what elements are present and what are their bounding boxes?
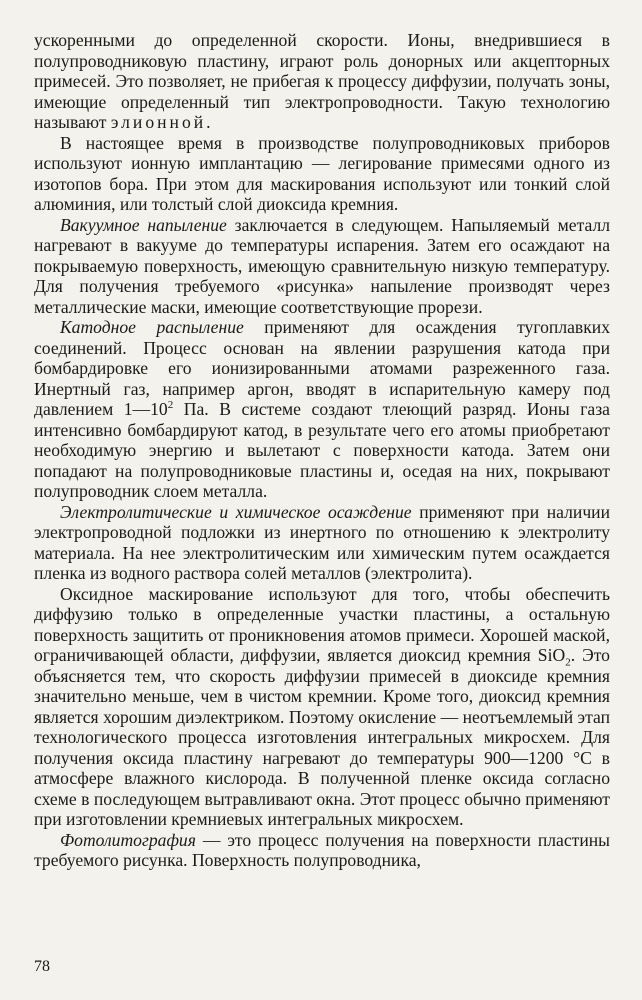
paragraph-2: В настоящее время в производстве полупроводниковых приборов используют ионную имплантацию — легирование примесями одного из изотопов бора. При этом для маскирования используют или тонкий слой алюминия, или толстый слой диоксида кремния. <box>34 132 610 214</box>
paragraph-cathode-sputtering: Катодное распыление применяют для осаждения тугоплавких соединений. Процесс основан на явлении разрушения катода при бомбардировке его ионизированными атомами разреженного газа. Инертный газ, например аргон, вводят в испарительную камеру под давлением $1—10^2$ Па. В системе создают тлеющий разряд. Ионы газа интенсивно бомбардируют катод, в результате чего его атомы приобретают необходимую энергию и вылетают с поверхности катода. Затем они попадают на полупроводниковые пластины и, оседая на них, покрывают полупроводник слоем металла. <box>34 317 610 501</box>
body-text <box>34 30 610 871</box>
term-cathode-sputtering: Катодное распыление <box>60 317 244 337</box>
paragraph-oxide-masking: Оксидное маскирование используют для того, чтобы обеспечить диффузию только в определенные участки пластины, а остальную поверхность защитить от проникновения атомов примеси. Хорошей маской, ограничивающей области, диффузии, является диоксид кремния SiO$_2$. Это объясняется тем, что скорость диффузии примесей в диоксиде кремния значительно меньше, чем в чистом кремнии. Кроме того, диоксид кремния является хорошим диэлектриком. Поэтому окисление — неотъемлемый этап технологического процесса изготовления интегральных микросхем. Для получения оксида пластину нагревают до температуры 900—1200 °С в атмосфере влажного кислорода. В полученной пленке оксида согласно схеме в последующем вытравливают окна. Этот процесс обычно применяют при изготовлении кремниевых интегральных микросхем. <box>34 583 610 829</box>
paragraph-electrolytic-deposition: Электролитические и химическое осаждение применяют при наличии электропроводной подложки из инертного по отношению к электролиту материала. На нее электролитическим или химическим путем осаждается пленка из водного раствора солей металлов (электролита). <box>34 501 610 583</box>
paragraph-vacuum-deposition: Вакуумное напыление заключается в следующем. Напыляемый металл нагревают в вакууме до температуры испарения. Затем его осаждают на покрываемую поверхность, имеющую сравнительную низкую температуру. Для получения требуемого «рисунка» напыление производят через металлические маски, имеющие соответствующие прорези. <box>34 214 611 317</box>
term-photolithography: Фотолитография <box>60 829 196 850</box>
term-vacuum-deposition: Вакуумное напыление <box>60 214 227 235</box>
paragraph-1: ускоренными до определенной скорости. Ионы, внедрившиеся в полупроводниковую пластину, играют роль донорных или акцепторных примесей. Это позволяет, не прибегая к процессу диффузии, получать зоны, имеющие определенный тип электропроводности. Такую технологию называют элионной. <box>34 30 610 132</box>
term-electrolytic-deposition: Электролитические и химическое осаждение <box>60 501 412 522</box>
paragraph-photolithography: Фотолитография — это процесс получения на поверхности пластины требуемого рисунка. Поверхность полупроводника, <box>34 829 610 870</box>
page-number: 78 <box>34 958 50 975</box>
term-elion: элионной <box>110 112 207 132</box>
